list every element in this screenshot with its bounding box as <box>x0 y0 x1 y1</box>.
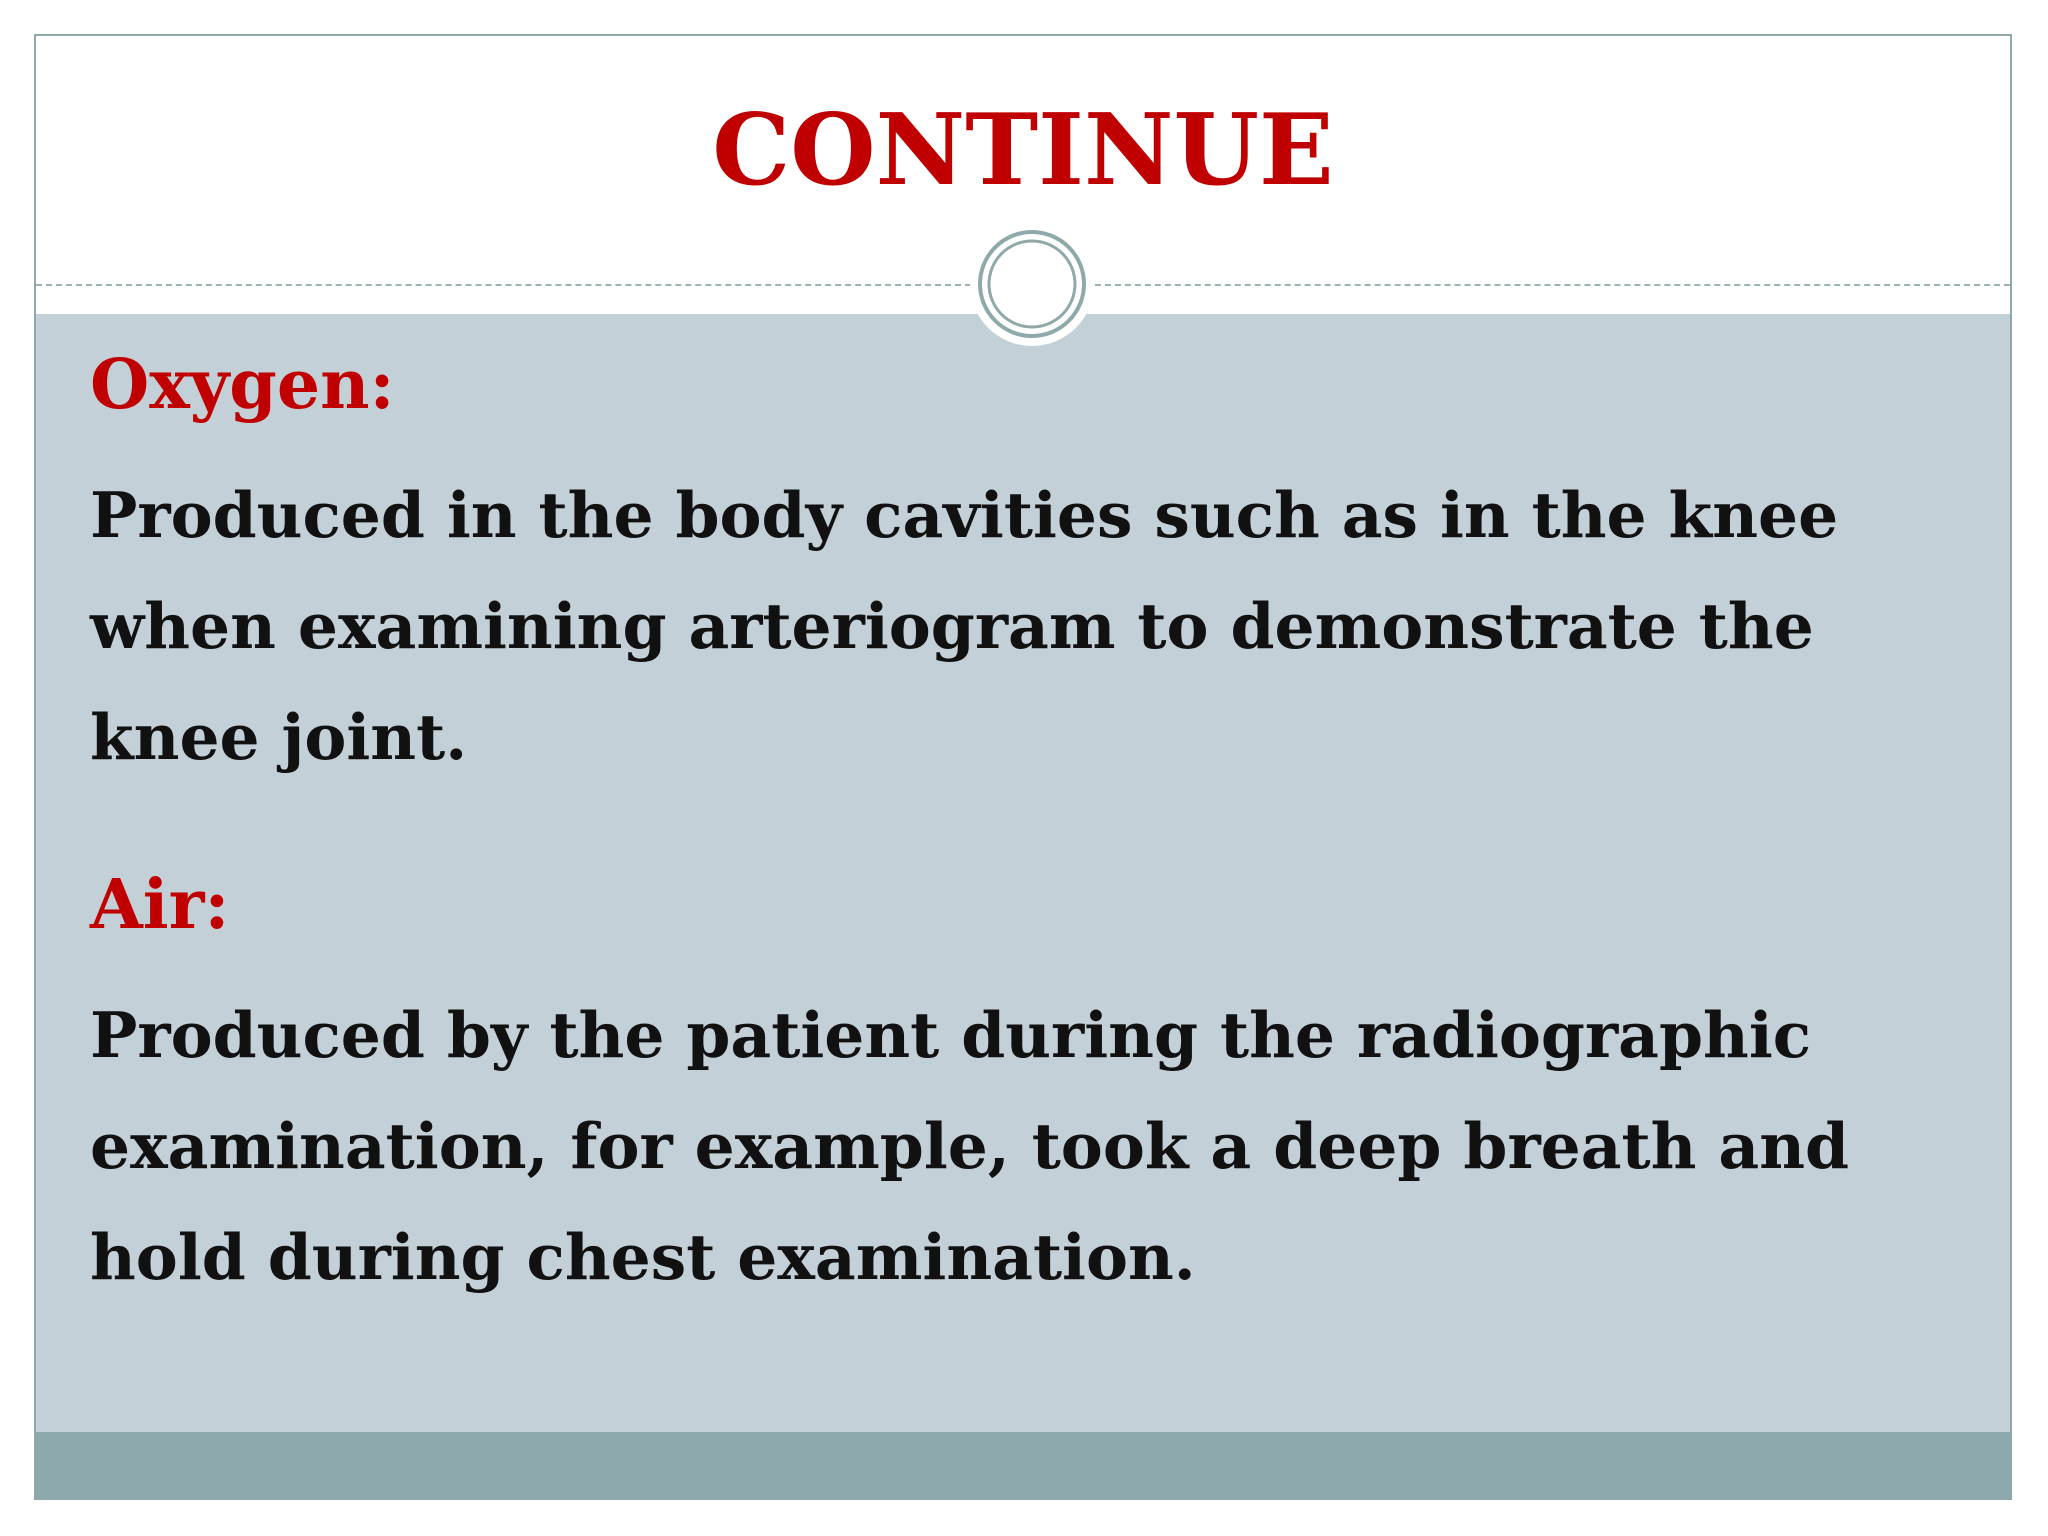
bottom-band <box>36 1432 2010 1500</box>
slide-title: CONTINUE <box>712 93 1334 208</box>
air-line-1: Produced by the patient during the radiographic <box>90 998 1812 1072</box>
slide <box>34 34 2012 1500</box>
oxygen-line-2: when examining arteriogram to demonstrate the <box>90 589 1814 663</box>
oxygen-description <box>90 460 1970 793</box>
oxygen-heading: Oxygen: <box>90 345 395 425</box>
oxygen-line-1: Produced in the body cavities such as in the knee <box>90 478 1839 552</box>
circle-ornament-icon <box>968 220 1096 348</box>
air-line-2: examination, for example, took a deep breath and <box>90 1109 1850 1183</box>
air-description <box>90 980 1970 1313</box>
air-heading: Air: <box>90 865 230 945</box>
air-line-3: hold during chest examination. <box>90 1220 1196 1294</box>
oxygen-line-3: knee joint. <box>90 700 468 774</box>
